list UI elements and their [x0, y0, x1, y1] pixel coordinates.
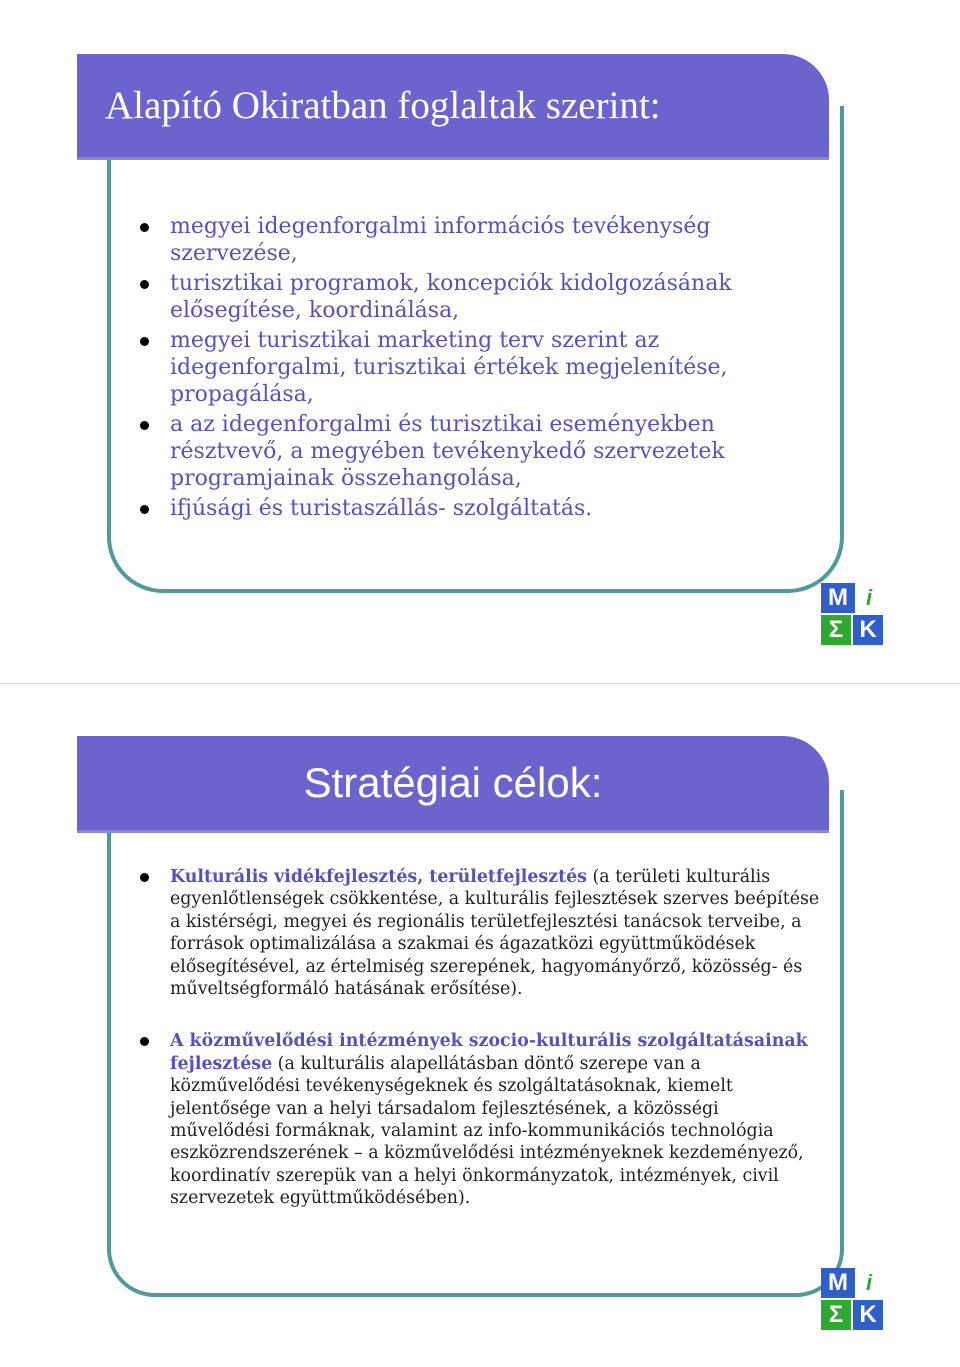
logo-letter: Σ — [821, 1300, 851, 1330]
bullet-list — [140, 866, 820, 1210]
bullet-item: megyei turisztikai marketing terv szerint az idegenforgalmi, turisztikai értékek megjelenítése, propagálása, — [140, 327, 820, 408]
logo-letter: M — [821, 583, 855, 613]
slide-title: Stratégiai célok: — [303, 759, 603, 806]
bullet-item: a az idegenforgalmi és turisztikai eseményekben résztvevő, a megyében tevékenykedő szervezetek programjainak összehangolása, — [140, 411, 820, 492]
misek-logo — [821, 1268, 883, 1330]
logo-letter: K — [853, 615, 883, 645]
bullet-item — [140, 866, 820, 1000]
bullet-item — [140, 1030, 820, 1209]
bullet-heading: Kulturális vidékfejlesztés, területfejlesztés — [170, 867, 587, 887]
bullet-list — [140, 213, 820, 525]
bullet-text: (a területi kulturális egyenlőtlenségek csökkentése, a kulturális fejlesztések szerves beépítése a kistérségi, megyei és regionális területfejlesztési tanácsok terveibe, a források optimalizálása a szakmai és ágazatközi együttműködések elősegítésével, az értelmiség szerepének, hagyományőrző, közösség- és műveltségformáló hatásának erősítése). — [170, 867, 820, 1000]
logo-letter: i — [865, 585, 873, 610]
title-underline — [77, 157, 829, 160]
title-underline — [77, 830, 829, 833]
bullet-item: ifjúsági és turistaszállás- szolgáltatás. — [140, 495, 820, 522]
logo-letter: M — [821, 1268, 855, 1298]
bullet-text: (a kulturális alapellátásban döntő szerepe van a közművelődési tevékenységeknek és szolgáltatásoknak, kiemelt jelentősége van a helyi társadalom fejlesztésének, a közösségi művelődési formáknak, valamint az info-kommunikációs technológia eszközrendszerének – a közművelődési intézményeknek kezdeményező, koordinatív szerepük van a helyi önkormányzatok, intézmények, civil szervezetek együttműködésében). — [170, 1053, 804, 1209]
logo-letter: K — [853, 1300, 883, 1330]
bullet-item: megyei idegenforgalmi információs tevékenység szervezése, — [140, 213, 820, 267]
title-bar — [77, 736, 829, 830]
bullet-heading: A közművelődési intézmények szocio-kulturális szolgáltatásainak fejlesztése — [170, 1031, 808, 1074]
slide-title: Alapító Okiratban foglaltak szerint: — [105, 84, 661, 127]
logo-letter: i — [865, 1270, 873, 1295]
slide-2 — [0, 684, 960, 1367]
logo-letter: Σ — [821, 615, 851, 645]
misek-logo — [821, 583, 883, 645]
slide-1 — [0, 0, 960, 683]
title-bar — [77, 54, 829, 157]
bullet-item: turisztikai programok, koncepciók kidolgozásának elősegítése, koordinálása, — [140, 270, 820, 324]
